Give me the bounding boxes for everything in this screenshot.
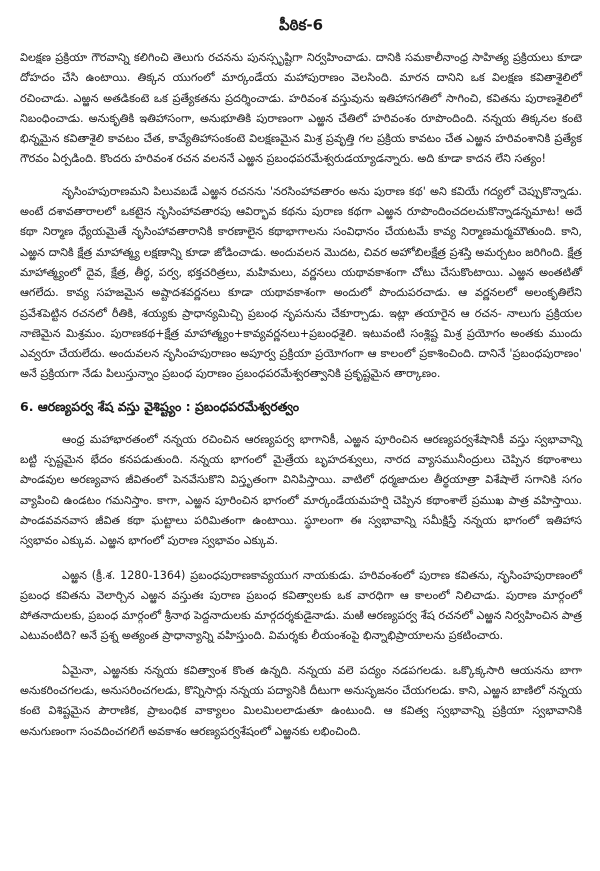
paragraph-5: ఏమైనా, ఎఱ్ఱనకు నన్నయ కవిత్వాంశ కొంత ఉన్నది. నన్నయ వలె పద్యం నడపగలడు. ఒక్కొక్కసారి ఆయనను బాగా అనుకరించగలడు, అనుసరించగలడు, కొన్నిసార్లు నన్నయ పద్యానికి దీటుగా అనుసృజనం చేయగలడు. కాని, ఎఱ్ఱన బాణిలో నన్నయ కంటె విశిష్టమైన పౌరాణిక, ప్రాబంధిక వాక్యాలం మిలమిలలాడుతూ ఉంటుంది. ఆ కవిత్వ స్వభావాన్ని ప్రక్రియా స్వభావానికి అనుగుణంగా సంవదించగలిగే అవకాశం ఆరణ్యపర్వశేషంలో ఎఱ్ఱనకు లభించింది. [20,663,582,738]
section-heading: 6. ఆరణ్యపర్వ శేష వస్తు వైశిష్ట్యం : ప్రబంధపరమేశ్వరత్వం [20,398,300,414]
paragraph-1: విలక్షణ ప్రక్రియా గౌరవాన్ని కలిగించి తెలుగు రచనను పునస్సృష్టిగా నిర్వహించాడు. దానికి సమకాలీనాంధ్ర సాహిత్య ప్రక్రియలు కూడా దోహదం చేసి ఉంటాయి. తిక్కన యుగంలో మార్కండేయ మహాపురాణం వెలసింది. మారన దానిని ఒక విలక్షణ కవితాశైలిలో రచించాడు. ఎఱ్ఱన అతడికంటె ఒక ప్రత్యేకతను ప్రదర్శించాడు. హరివంశ వస్తువును ఇతిహాసగతిలో సాగించి, కవితను పురాణశైలిలో నిబంధించాడు. అనుకృతికి ఇతిహాసంగా, అనుభూతికి పురాణంగా ఎఱ్ఱన చేతిలో హరివంశం రూపొందింది. నన్నయ తిక్కనల కంటె భిన్నమైన కవితాశైలి కావటం చేత, కావ్యేతిహాసంకంటె విలక్షణమైన మిశ్ర ప్రవృత్తి గల ప్రక్రియ కావటం చేత ఎఱ్ఱన హరివంశానికి ప్రత్యేక గౌరవం ఏర్పడింది. కొందరు హరివంశ రచన వలననే ఎఱ్ఱన ప్రబంధపరమేశ్వరుడయ్యాడన్నారు. అది కూడా కాదన లేని సత్యం! [20,51,582,166]
paragraph-2: నృసింహపురాణమని పిలువబడే ఎఱ్ఱన రచనను 'నరసింహావతారం అను పురాణ కథ' అని కవియే గద్యలో చెప్పుకొన్నాడు. అంటే దశావతారాలలో ఒకటైన నృసింహావతారపు ఆవిర్భావ కథను పురాణ కథగా ఎఱ్ఱన రూపొందించదలచుకొన్నాడన్నమాట! అదే కథా నిర్మాణ ధ్యేయమైతే నృసింహావతారానికి కారణాలైన కథాభాగాలను సంవిధానం చేయటమే కావ్య నిర్మాణమర్మమౌతుంది. కాని, ఎఱ్ఱన దానికి క్షేత్ర మాహాత్మ్య లక్షణాన్ని కూడా జోడించాడు. అందువలన మొదట, చివర అహోబిలక్షేత్ర ప్రశస్తి అమర్చటం జరిగింది. క్షేత్ర మాహాత్మ్యంలో దైవ, క్షేత్ర, తీర్థ, పర్వ, భక్తచరిత్రలు, మహిమలు, వర్ణనలు యథావకాశంగా చోటు చేసుకొంటాయి. ఎఱ్ఱన అంతటితో ఆగలేదు. కావ్య సహజమైన అష్టాదశవర్ణనలు కూడా యథావకాశంగా అందులో పొందుపరచాడు. ఆ వర్ణనలలో అలంకృతిలేని ప్రవేశపెట్టిన రచనలో రీతికి, శయ్యకు ప్రాధాన్యమిచ్చి ప్రబంధ నృపనును చేకూర్చాడు. ఇట్లా తయారైన ఆ రచన- నాలుగు ప్రక్రియల నాణెమైన మిశ్రమం. పురాణకథ+క్షేత్ర మాహాత్మ్యం+కావ్యవర్ణనలు+ప్రబంధశైలి. ఇటువంటి సంశ్లిష్ట మిశ్ర ప్రయోగం అంతకు ముందు ఎవ్వరూ చేయలేదు. అందువలన నృసింహపురాణం అపూర్వ ప్రక్రియా ప్రయోగంగా ఆ కాలంలో ప్రకాశించింది. దానినే 'ప్రబంధపురాణం' అనే ప్రక్రియగా నేడు పిలుస్తున్నాం ప్రబంధ పురాణం ప్రబంధపరమేశ్వరత్వానికి ప్రకృష్టమైన తార్కాణం. [20,184,582,381]
paragraph-3: ఆంధ్ర మహాభారతంలో నన్నయ రచించిన ఆరణ్యపర్వ భాగానికీ, ఎఱ్ఱన పూరించిన ఆరణ్యపర్వశేషానికీ వస్తు స్వభావాన్ని బట్టి స్పష్టమైన భేదం కనపడుతుంది. నన్నయ భాగంలో మైత్రేయ బృహదశ్వులు, నారద వ్యాసమునీంద్రులు చెప్పిన కథాంశాలు పాండవుల అరణ్యవాస జీవితంలో పెనవేసుకొని విస్తృతంగా వినిపిస్తాయి. వాటిలో ధర్మజాదుల తీర్థయాత్రా విశేషాలే సగానికి సగం వ్యాపించి ఉండటం గమనిస్తాం. కాగా, ఎఱ్ఱన పూరించిన భాగంలో మార్కండేయమహర్షి చెప్పిన కథాంశాలే ప్రముఖ పాత్ర వహిస్తాయి. పాండవవనవాస జీవిత కథా ఘట్టాలు పరిమితంగా ఉంటాయి. స్థూలంగా ఈ స్వభావాన్ని సమీక్షిస్తే నన్నయ భాగంలో ఇతిహాస స్వభావం ఎక్కువ. ఎఱ్ఱన భాగంలో పురాణ స్వభావం ఎక్కువ. [20,432,582,548]
paragraph-4: ఎఱ్ఱన (క్రీ.శ. 1280-1364) ప్రబంధపురాణకావ్యయుగ నాయకుడు. హరివంశంలో పురాణ కవితను, నృసింహపురాణంలో ప్రబంధ కవితను వెలార్చిన ఎఱ్ఱన వస్తుతః పురాణ ప్రబంధ కవిత్వాలకు ఒక వారధిగా ఆ కాలంలో నిలిచాడు. పురాణ మార్గంలో పోతనాదులకు, ప్రబంధ మార్గంలో శ్రీనాథ పెద్దనాదులకు మార్గదర్శకుడైనాడు. మఱి ఆరణ్యపర్వ శేష రచనలో ఎఱ్ఱన నిర్వహించిన పాత్ర ఎటువంటిది? అనే ప్రశ్న అత్యంత ప్రాధాన్యాన్ని వహిస్తుంది. విమర్శకు లీయంశంపై భిన్నాభిప్రాయాలను ప్రకటించారు. [20,568,582,643]
page-title: పీఠిక-6 [278,16,324,34]
